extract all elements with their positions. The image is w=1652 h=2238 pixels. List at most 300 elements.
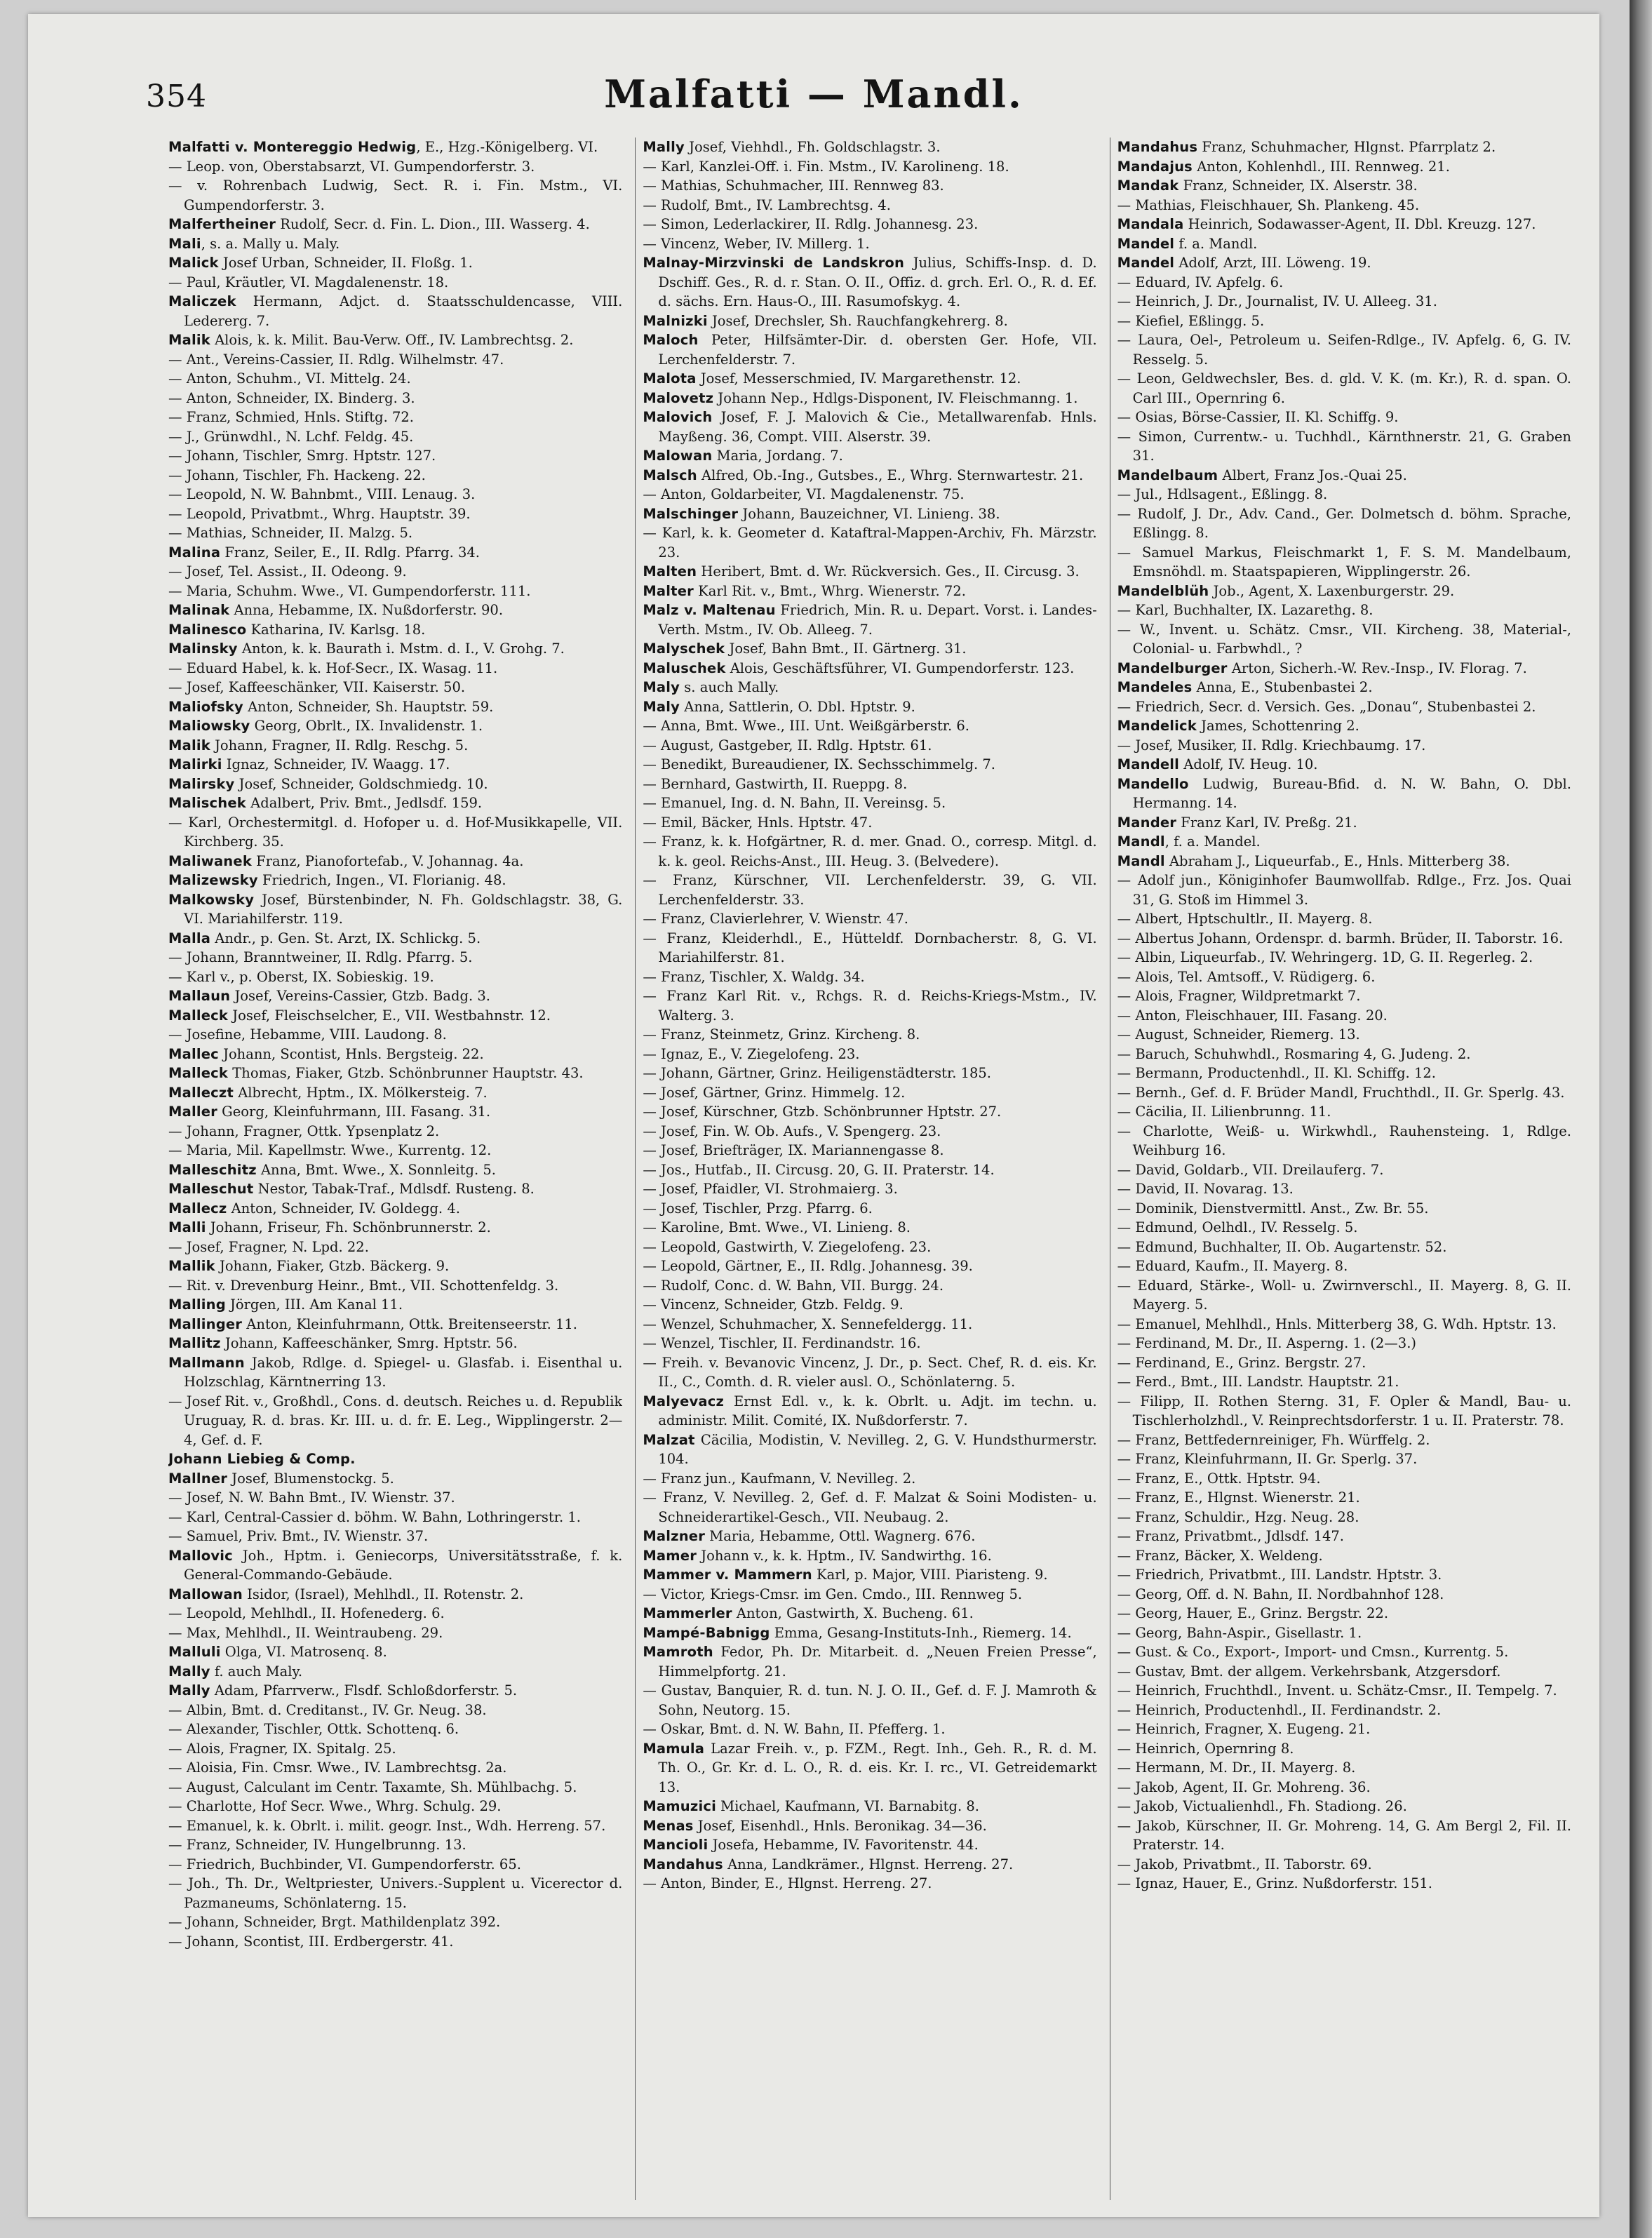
entry-details: — Charlotte, Hof Secr. Wwe., Whrg. Schulg. 29. — [168, 1798, 502, 1814]
entry-details: Franz, Pianofortefab., V. Johannag. 4a. — [251, 852, 524, 869]
entry-surname: Mander — [1117, 814, 1177, 831]
entry-details: — Franz Karl Rit. v., Rchgs. R. d. Reichs-Kriegs-Mstm., IV. Walterg. 3. — [643, 988, 1097, 1024]
directory-entry — [168, 1585, 622, 1604]
entry-details: — Josef, Kürschner, Gtzb. Schönbrunner Hptstr. 27. — [643, 1104, 1002, 1120]
entry-details: — Friedrich, Buchbinder, VI. Gumpendorferstr. 65. — [168, 1856, 521, 1872]
directory-entry — [1117, 1238, 1571, 1257]
entry-details: — Franz, Schuldir., Hzg. Neug. 28. — [1117, 1508, 1359, 1525]
entry-surname: Malter — [643, 582, 694, 599]
directory-entry — [1117, 1642, 1571, 1662]
entry-details: — Eduard, Stärke-, Woll- u. Zwirnverschl., II. Mayerg. 8, G. II. Mayerg. 5. — [1117, 1277, 1571, 1313]
directory-entry — [1117, 1122, 1571, 1160]
entry-details: Franz, Schuhmacher, Hlgnst. Pfarrplatz 2. — [1197, 139, 1496, 155]
entry-details: — Heinrich, Productenhdl., II. Ferdinandstr. 2. — [1117, 1701, 1442, 1718]
directory-entry — [643, 1179, 1096, 1199]
entry-details: — Edmund, Oelhdl., IV. Resselg. 5. — [1117, 1219, 1358, 1235]
entry-details: Friedrich, Ingen., VI. Florianig. 48. — [257, 872, 506, 888]
entry-surname: Malluli — [168, 1644, 221, 1660]
directory-entry — [643, 1083, 1096, 1103]
directory-entry — [168, 1835, 622, 1855]
entry-details: — Dominik, Dienstvermittl. Anst., Zw. Br. 55. — [1117, 1200, 1429, 1217]
directory-entry — [168, 1199, 622, 1219]
directory-entry — [168, 1295, 622, 1315]
entry-details: — Charlotte, Weiß- u. Wirkwhdl., Rauhensteing. 1, Rdlge. Weihburg 16. — [1117, 1123, 1571, 1158]
directory-entry — [643, 176, 1096, 196]
entry-surname: Mandelburger — [1117, 659, 1228, 676]
entry-surname: Mandel — [1117, 235, 1175, 252]
entry-surname: Maly — [643, 698, 680, 715]
directory-entry — [168, 1469, 622, 1489]
entry-details: Adam, Pfarrverw., Flsdf. Schloßdorferstr. 5. — [210, 1682, 518, 1698]
entry-details: — Heinrich, Fruchthdl., Invent. u. Schätz-Cmsr., II. Tempelg. 7. — [1117, 1682, 1557, 1698]
directory-entry — [643, 755, 1096, 775]
entry-details: — Franz, Bettfedernreiniger, Fh. Würffelg. 2. — [1117, 1431, 1430, 1448]
entry-details: Josef, Messerschmied, IV. Margarethenstr. 12. — [696, 370, 1021, 387]
directory-entry — [168, 1488, 622, 1508]
directory-entry — [1117, 292, 1571, 311]
directory-entry — [168, 1141, 622, 1160]
entry-details: Adolf, Arzt, III. Löweng. 19. — [1174, 255, 1371, 271]
directory-entry — [643, 408, 1096, 446]
entry-details: — Johann, Schneider, Brgt. Mathildenplatz 392. — [168, 1914, 501, 1930]
entry-details: Josef, Bürstenbinder, N. Fh. Goldschlagstr. 38, G. VI. Mariahilferstr. 119. — [184, 891, 623, 927]
entry-details: — Franz, Bäcker, X. Weldeng. — [1117, 1547, 1323, 1564]
directory-entry — [643, 1642, 1096, 1681]
entry-details: Josef, Bahn Bmt., II. Gärtnerg. 31. — [725, 641, 967, 657]
directory-entry — [168, 350, 622, 370]
directory-entry — [168, 215, 622, 234]
entry-surname: Malsch — [643, 467, 697, 483]
entry-details: Franz, Schneider, IX. Alserstr. 38. — [1178, 177, 1418, 194]
directory-entry — [643, 1392, 1096, 1430]
directory-entry — [643, 986, 1096, 1025]
entry-surname: Malkowsky — [168, 891, 255, 908]
entry-surname: Malfertheiner — [168, 216, 276, 232]
directory-entry — [643, 1045, 1096, 1064]
entry-details: — Edmund, Buchhalter, II. Ob. Augartenstr. 52. — [1117, 1238, 1447, 1255]
entry-details: — Jakob, Kürschner, II. Gr. Mohreng. 14, G. Am Bergl 2, Fil. II. Praterstr. 14. — [1117, 1817, 1571, 1853]
directory-entry — [1117, 427, 1571, 466]
directory-entry — [168, 1238, 622, 1257]
entry-details: Johann v., k. k. Hptm., IV. Sandwirthg. 16. — [697, 1547, 992, 1564]
entry-surname: Malz v. Maltenau — [643, 602, 776, 618]
entry-details: — Karl, Buchhalter, IX. Lazarethg. 8. — [1117, 602, 1374, 618]
directory-entry — [643, 1623, 1096, 1643]
entry-details: — Maria, Mil. Kapellmstr. Wwe., Kurrentg. 12. — [168, 1142, 492, 1158]
entry-details: — Anna, Bmt. Wwe., III. Unt. Weißgärberstr. 6. — [643, 718, 969, 734]
entry-details: — Georg, Hauer, E., Grinz. Bergstr. 22. — [1117, 1605, 1389, 1621]
directory-entry — [643, 929, 1096, 967]
entry-details: f. auch Maly. — [210, 1663, 303, 1680]
entry-details: — David, Goldarb., VII. Dreilauferg. 7. — [1117, 1161, 1384, 1178]
entry-details: — Franz, Privatbmt., Jdlsdf. 147. — [1117, 1528, 1344, 1544]
running-head: Malfatti — Mandl. — [604, 72, 1023, 116]
directory-entry — [643, 1141, 1096, 1160]
directory-entry — [643, 659, 1096, 678]
directory-entry — [168, 1642, 622, 1662]
directory-entry — [168, 138, 622, 157]
entry-details: — Gust. & Co., Export-, Import- und Cmsn., Kurrentg. 5. — [1117, 1644, 1509, 1660]
directory-entry — [168, 620, 622, 640]
entry-details: — Josef, Briefträger, IX. Mariannengasse 8. — [643, 1142, 944, 1158]
entry-surname: Mallmann — [168, 1354, 245, 1371]
entry-surname: Malnizki — [643, 312, 708, 329]
directory-entry — [643, 234, 1096, 254]
entry-details: — Leopold, Gärtner, E., II. Rdlg. Johannesg. 39. — [643, 1258, 973, 1274]
page-number: 354 — [146, 79, 207, 114]
directory-entry — [168, 1257, 622, 1276]
directory-entry — [643, 793, 1096, 813]
directory-entry — [168, 813, 622, 852]
entry-details: Lazar Freih. v., p. FZM., Regt. Inh., Geh. R., R. d. M. Th. O., Gr. Kr. d. L. O., R. d. eis. Kr. I. rc., VI. Getreidemarkt 13. — [658, 1740, 1097, 1795]
entry-details: Josef, Eisenhdl., Hnls. Beronikag. 34—36. — [693, 1817, 987, 1834]
entry-details: — Eduard, Kaufm., II. Mayerg. 8. — [1117, 1258, 1348, 1274]
directory-entry — [643, 523, 1096, 562]
entry-details: — Emanuel, Ing. d. N. Bahn, II. Vereinsg. 5. — [643, 795, 946, 811]
entry-details: — Simon, Lederlackirer, II. Rdlg. Johannesg. 23. — [643, 216, 979, 232]
directory-entry — [168, 1797, 622, 1816]
entry-details: — Samuel, Priv. Bmt., IV. Wienstr. 37. — [168, 1528, 429, 1544]
directory-entry — [168, 1276, 622, 1296]
entry-details: — Franz, Schmied, Hnls. Stiftg. 72. — [168, 409, 414, 425]
entry-details: — Leon, Geldwechsler, Bes. d. gld. V. K. (m. Kr.), R. d. span. O. Carl III., Opernring 6. — [1117, 370, 1571, 406]
directory-entry — [1117, 1874, 1571, 1894]
entry-details: — Ferdinand, M. Dr., II. Asperng. 1. (2—3.) — [1117, 1335, 1416, 1351]
directory-entry — [1117, 1160, 1571, 1180]
directory-entry — [643, 1334, 1096, 1353]
entry-surname: Maller — [168, 1104, 217, 1120]
directory-entry — [643, 1122, 1096, 1141]
directory-entry — [1117, 196, 1571, 215]
entry-details: — August, Gastgeber, II. Rdlg. Hptstr. 61. — [643, 737, 932, 753]
directory-entry — [1117, 1739, 1571, 1759]
entry-details: — Emanuel, Mehlhdl., Hnls. Mitterberg 38, G. Wdh. Hptstr. 13. — [1117, 1315, 1557, 1332]
entry-details: Adolf, IV. Heug. 10. — [1179, 756, 1318, 772]
directory-entry — [643, 1102, 1096, 1122]
entry-details: — Johann, Scontist, III. Erdbergerstr. 41. — [168, 1933, 454, 1950]
directory-entry — [1117, 1855, 1571, 1875]
directory-entry — [1117, 273, 1571, 293]
entry-details: — Ferdinand, E., Grinz. Bergstr. 27. — [1117, 1354, 1366, 1371]
entry-surname: Malzat — [643, 1431, 695, 1448]
entry-details: Andr., p. Gen. St. Arzt, IX. Schlickg. 5. — [210, 930, 481, 946]
entry-details: — Max, Mehlhdl., II. Weintraubeng. 29. — [168, 1624, 443, 1641]
entry-surname: Mammer v. Mammern — [643, 1567, 812, 1583]
entry-details: Adalbert, Priv. Bmt., Jedlsdf. 159. — [246, 795, 483, 811]
directory-entry — [1117, 1199, 1571, 1219]
directory-entry — [1117, 697, 1571, 717]
directory-columns — [168, 138, 1571, 2200]
directory-entry — [168, 852, 622, 871]
directory-entry — [168, 582, 622, 601]
directory-entry — [168, 1623, 622, 1643]
entry-surname: Malyschek — [643, 641, 725, 657]
directory-entry — [1117, 1585, 1571, 1604]
directory-entry — [168, 1334, 622, 1353]
directory-entry — [643, 485, 1096, 504]
entry-details: Anton, Kohlenhdl., III. Rennweg. 21. — [1193, 158, 1450, 175]
entry-details: Alois, Geschäftsführer, VI. Gumpendorferstr. 123. — [725, 659, 1075, 676]
directory-entry — [1117, 832, 1571, 852]
directory-entry — [643, 967, 1096, 987]
directory-entry — [168, 408, 622, 427]
entry-details: — Osias, Börse-Cassier, II. Kl. Schiffg. 9. — [1117, 409, 1399, 425]
entry-details: — Jakob, Victualienhdl., Fh. Stadiong. 26. — [1117, 1798, 1407, 1814]
directory-entry — [1117, 967, 1571, 987]
entry-details: , E., Hzg.-Königelberg. VI. — [416, 139, 598, 155]
entry-surname: Mamula — [643, 1740, 705, 1757]
entry-surname: Mandelick — [1117, 718, 1197, 734]
entry-surname: Mamer — [643, 1547, 697, 1564]
entry-surname: Johann Liebieg & Comp. — [168, 1451, 356, 1467]
entry-details: — Benedikt, Bureaudiener, IX. Sechsschimmelg. 7. — [643, 756, 995, 772]
entry-details: s. auch Mally. — [680, 679, 779, 695]
entry-details: Albrecht, Hptm., IX. Mölkersteig. 7. — [234, 1084, 488, 1101]
entry-surname: Mallitz — [168, 1335, 221, 1351]
entry-details: Job., Agent, X. Laxenburgerstr. 29. — [1209, 582, 1455, 599]
entry-details: Hermann, Adjct. d. Staatsschuldencasse, VIII. Ledererg. 7. — [184, 293, 623, 329]
entry-details: — Jos., Hutfab., II. Circusg. 20, G. II. Praterstr. 14. — [643, 1161, 995, 1178]
directory-entry — [1117, 1315, 1571, 1334]
entry-surname: Malinsky — [168, 641, 238, 657]
directory-entry — [643, 1488, 1096, 1527]
entry-details: — Franz, Tischler, X. Waldg. 34. — [643, 968, 865, 985]
entry-details: — Laura, Oel-, Petroleum u. Seifen-Rdlge., IV. Apfelg. 6, G. IV. Resselg. 5. — [1117, 332, 1571, 368]
directory-entry — [643, 678, 1096, 697]
directory-entry — [168, 1912, 622, 1932]
entry-details: — Baruch, Schuhwhdl., Rosmaring 4, G. Judeng. 2. — [1117, 1045, 1471, 1062]
entry-details: Julius, Schiffs-Insp. d. D. Dschiff. Ges., R. d. r. Stan. O. II., Offiz. d. grch. Erl. O., R. d. Ef. d. sächs. Ern. Haus-O., III. Rasumofskyg. 4. — [658, 255, 1097, 309]
entry-details: Josef, Vereins-Cassier, Gtzb. Badg. 3. — [230, 988, 490, 1004]
directory-entry — [1117, 311, 1571, 331]
directory-entry — [643, 215, 1096, 234]
entry-surname: Mamuzici — [643, 1798, 716, 1814]
next-page-edge — [1630, 0, 1652, 2238]
entry-details: — Maria, Schuhm. Wwe., VI. Gumpendorferstr. 111. — [168, 582, 531, 599]
directory-entry — [643, 1604, 1096, 1623]
entry-details: Anton, Gastwirth, X. Bucheng. 61. — [732, 1605, 974, 1621]
directory-entry — [643, 138, 1096, 157]
entry-details: Katharina, IV. Karlsg. 18. — [246, 621, 426, 638]
entry-details: — Simon, Currentw.- u. Tuchhdl., Kärnthnerstr. 21, G. Graben 31. — [1117, 428, 1571, 464]
directory-entry — [168, 330, 622, 350]
entry-surname: Mandl — [1117, 833, 1165, 850]
directory-entry — [1117, 716, 1571, 736]
entry-details: — Aloisia, Fin. Cmsr. Wwe., IV. Lambrechtsg. 2a. — [168, 1760, 507, 1776]
directory-entry — [1117, 1604, 1571, 1623]
entry-details: Arton, Sicherh.-W. Rev.-Insp., IV. Florag. 7. — [1227, 659, 1527, 676]
entry-details: Heinrich, Sodawasser-Agent, II. Dbl. Kreuzg. 127. — [1183, 216, 1536, 232]
directory-entry — [168, 1218, 622, 1238]
directory-entry — [1117, 215, 1571, 234]
directory-entry — [168, 1315, 622, 1334]
directory-entry — [643, 1257, 1096, 1276]
directory-entry — [1117, 736, 1571, 756]
entry-details: — Rudolf, J. Dr., Adv. Cand., Ger. Dolmetsch d. böhm. Sprache, Eßlingg. 8. — [1117, 505, 1571, 541]
directory-entry — [168, 1006, 622, 1026]
entry-surname: Malleck — [168, 1065, 229, 1081]
directory-entry — [168, 1855, 622, 1875]
entry-details: — David, II. Novarag. 13. — [1117, 1181, 1294, 1197]
entry-details: — Jakob, Agent, II. Gr. Mohreng. 36. — [1117, 1778, 1371, 1795]
directory-entry — [1117, 1449, 1571, 1469]
directory-entry — [168, 176, 622, 215]
entry-surname: Malnay-Mirzvinski de Landskron — [643, 255, 905, 271]
entry-details: — Kiefiel, Eßlingg. 5. — [1117, 312, 1265, 329]
entry-details: — Victor, Kriegs-Cmsr. im Gen. Cmdo., III. Rennweg 5. — [643, 1586, 1023, 1602]
directory-entry — [1117, 986, 1571, 1006]
entry-details: — Josef, N. W. Bahn Bmt., IV. Wienstr. 37. — [168, 1489, 455, 1506]
entry-details: — Karl, Orchestermitgl. d. Hofoper u. d. Hof-Musikkapelle, VII. Kirchberg. 35. — [168, 814, 623, 850]
entry-details: — Vincenz, Schneider, Gtzb. Feldg. 9. — [643, 1296, 904, 1313]
directory-entry — [168, 1083, 622, 1103]
directory-entry — [1117, 543, 1571, 582]
entry-details: — Leopold, Mehlhdl., II. Hofenederg. 6. — [168, 1605, 445, 1621]
entry-details: f. a. Mandl. — [1174, 235, 1258, 252]
directory-entry — [168, 1662, 622, 1682]
directory-entry — [168, 504, 622, 524]
directory-entry — [168, 292, 622, 330]
entry-details: — August, Schneider, Riemerg. 13. — [1117, 1026, 1360, 1043]
directory-entry — [168, 1681, 622, 1701]
entry-details: — Jakob, Privatbmt., II. Taborstr. 69. — [1117, 1856, 1372, 1872]
entry-details: Peter, Hilfsämter-Dir. d. obersten Ger. Hofe, VII. Lerchenfelderstr. 7. — [658, 332, 1097, 368]
entry-surname: Maliofsky — [168, 698, 243, 715]
entry-details: Georg, Kleinfuhrmann, III. Fasang. 31. — [217, 1104, 491, 1120]
entry-surname: Malli — [168, 1219, 206, 1235]
directory-entry — [643, 330, 1096, 369]
entry-details: Emma, Gesang-Instituts-Inh., Riemerg. 14. — [770, 1624, 1072, 1641]
directory-entry — [643, 1797, 1096, 1816]
entry-details: — Josef, Kaffeeschänker, VII. Kaiserstr. 50. — [168, 679, 466, 695]
directory-entry — [643, 871, 1096, 909]
directory-entry — [1117, 1430, 1571, 1450]
entry-surname: Malleczt — [168, 1084, 234, 1101]
directory-entry — [1117, 1372, 1571, 1392]
directory-entry — [643, 1315, 1096, 1334]
directory-entry — [1117, 582, 1571, 601]
directory-entry — [168, 273, 622, 293]
directory-entry — [168, 466, 622, 485]
entry-details: Olga, VI. Matrosenq. 8. — [220, 1644, 387, 1660]
directory-entry — [1117, 1662, 1571, 1682]
entry-surname: Malleschut — [168, 1181, 254, 1197]
directory-entry — [168, 736, 622, 756]
entry-surname: Mallinger — [168, 1315, 243, 1332]
entry-surname: Malyevacz — [643, 1393, 725, 1409]
entry-details: Johann Nep., Hdlgs-Disponent, IV. Fleischmanng. 1. — [713, 389, 1078, 406]
entry-surname: Menas — [643, 1817, 694, 1834]
entry-details: — Mathias, Schneider, II. Malzg. 5. — [168, 525, 413, 541]
entry-details: Karl, p. Major, VIII. Piaristeng. 9. — [812, 1567, 1048, 1583]
directory-entry — [168, 1392, 622, 1450]
directory-entry — [643, 639, 1096, 659]
entry-surname: Mandahus — [643, 1856, 723, 1872]
entry-details: Karl Rit. v., Bmt., Whrg. Wienerstr. 72. — [693, 582, 966, 599]
directory-entry — [1117, 1681, 1571, 1701]
entry-details: — Johann, Tischler, Fh. Hackeng. 22. — [168, 467, 426, 483]
directory-entry — [643, 253, 1096, 311]
directory-entry — [643, 1546, 1096, 1566]
entry-details: — Franz, Kleinfuhrmann, II. Gr. Sperlg. 37. — [1117, 1451, 1418, 1467]
directory-entry — [643, 1565, 1096, 1585]
directory-entry — [643, 1199, 1096, 1219]
entry-details: Josef, Viehhdl., Fh. Goldschlagstr. 3. — [684, 139, 941, 155]
directory-entry — [168, 890, 622, 929]
directory-entry — [168, 369, 622, 389]
entry-surname: Mallik — [168, 1258, 215, 1274]
entry-surname: Mandello — [1117, 775, 1189, 792]
directory-entry — [1117, 1102, 1571, 1122]
directory-entry — [643, 1874, 1096, 1894]
entry-details: — Franz, Clavierlehrer, V. Wienstr. 47. — [643, 911, 908, 927]
entry-surname: Mallaun — [168, 988, 231, 1004]
directory-entry — [168, 1604, 622, 1623]
directory-entry — [643, 697, 1096, 717]
directory-entry — [1117, 755, 1571, 775]
entry-surname: Mallowan — [168, 1586, 243, 1602]
entry-surname: Mammerler — [643, 1605, 732, 1621]
entry-details: — Heinrich, Fragner, X. Eugeng. 21. — [1117, 1721, 1371, 1737]
entry-surname: Mally — [168, 1682, 210, 1698]
entry-details: — Mathias, Schuhmacher, III. Rennweg 83. — [643, 177, 944, 194]
directory-entry — [643, 1739, 1096, 1797]
entry-details: Anna, Bmt. Wwe., X. Sonnleitg. 5. — [256, 1161, 496, 1178]
entry-details: — Mathias, Fleischhauer, Sh. Plankeng. 45. — [1117, 196, 1420, 213]
directory-entry — [1117, 852, 1571, 871]
entry-details: — Rudolf, Bmt., IV. Lambrechtsg. 4. — [643, 196, 891, 213]
entry-details: — Karl, Kanzlei-Off. i. Fin. Mstm., IV. Karolineng. 18. — [643, 158, 1009, 175]
entry-details: Anton, k. k. Baurath i. Mstm. d. I., V. Grohg. 7. — [237, 641, 565, 657]
entry-surname: Mali — [168, 235, 201, 252]
entry-details: — Karoline, Bmt. Wwe., VI. Linieng. 8. — [643, 1219, 911, 1235]
entry-surname: Malick — [168, 255, 219, 271]
directory-entry — [643, 196, 1096, 215]
directory-entry — [168, 793, 622, 813]
entry-surname: Malling — [168, 1296, 226, 1313]
directory-entry — [1117, 369, 1571, 408]
entry-details: Josef Urban, Schneider, II. Floßg. 1. — [218, 255, 473, 271]
directory-entry — [1117, 1218, 1571, 1238]
directory-entry — [643, 1469, 1096, 1489]
entry-details: — Alexander, Tischler, Ottk. Schottenq. 6. — [168, 1721, 459, 1737]
entry-details: — August, Calculant im Centr. Taxamte, Sh. Mühlbachg. 5. — [168, 1778, 577, 1795]
entry-details: — Johann, Branntweiner, II. Rdlg. Pfarrg. 5. — [168, 949, 473, 965]
entry-surname: Malizewsky — [168, 872, 258, 888]
directory-entry — [643, 504, 1096, 524]
entry-details: Johann, Fiaker, Gtzb. Bäckerg. 9. — [215, 1258, 450, 1274]
entry-details: — Leopold, Privatbmt., Whrg. Hauptstr. 39. — [168, 505, 471, 522]
directory-entry — [168, 986, 622, 1006]
entry-surname: Mandl — [1117, 852, 1165, 869]
directory-entry — [1117, 1257, 1571, 1276]
entry-details: — Rit. v. Drevenburg Heinr., Bmt., VII. Schottenfeldg. 3. — [168, 1277, 559, 1294]
entry-surname: Maliwanek — [168, 852, 252, 869]
directory-entry — [168, 1816, 622, 1836]
entry-surname: Malirki — [168, 756, 222, 772]
directory-entry — [1117, 909, 1571, 929]
directory-entry — [643, 157, 1096, 177]
entry-details: — Albertus Johann, Ordenspr. d. barmh. Brüder, II. Taborstr. 16. — [1117, 930, 1564, 946]
directory-entry — [1117, 1720, 1571, 1739]
directory-entry — [643, 1238, 1096, 1257]
directory-entry — [168, 659, 622, 678]
directory-entry — [168, 485, 622, 504]
entry-details: — Leopold, Gastwirth, V. Ziegelofeng. 23. — [643, 1238, 932, 1255]
entry-details: — Franz, Kürschner, VII. Lerchenfelderstr. 39, G. VII. Lerchenfelderstr. 33. — [643, 872, 1097, 908]
entry-details: Anna, Sattlerin, O. Dbl. Hptstr. 9. — [680, 698, 915, 715]
entry-surname: Mandelblüh — [1117, 582, 1209, 599]
